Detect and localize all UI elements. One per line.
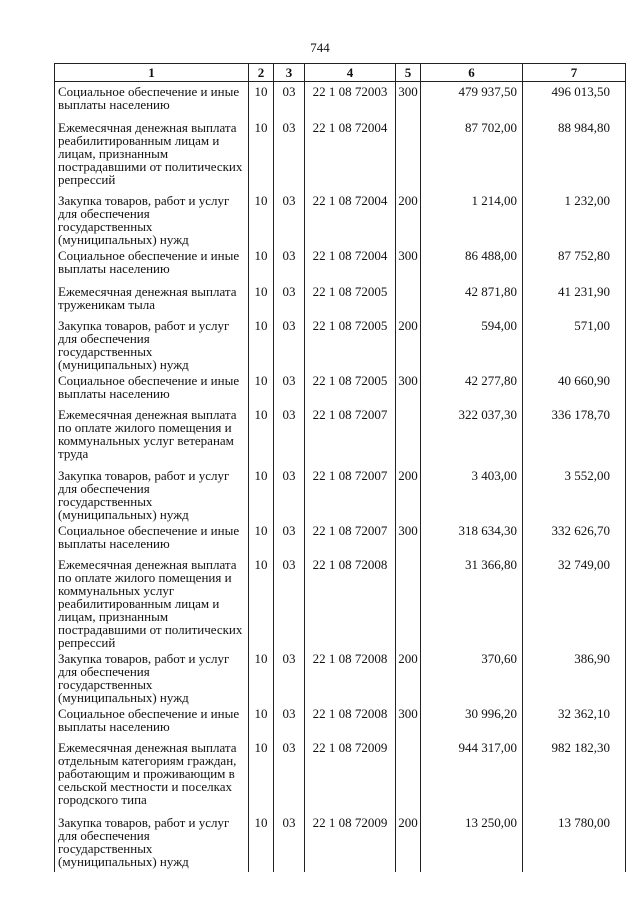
row-amount-col6: 87 702,00 — [421, 118, 523, 191]
row-amount-col7: 3 552,00 — [523, 466, 626, 521]
row-amount-col6: 370,60 — [421, 649, 523, 704]
row-subsection: 03 — [274, 521, 305, 555]
row-section: 10 — [249, 246, 274, 282]
row-amount-col6: 944 317,00 — [421, 738, 523, 813]
row-section: 10 — [249, 649, 274, 704]
row-target-article: 22 1 08 72008 — [305, 555, 396, 649]
row-subsection: 03 — [274, 371, 305, 405]
column-header-1: 1 — [55, 64, 249, 82]
row-amount-col6: 594,00 — [421, 316, 523, 371]
row-expense-type: 200 — [396, 649, 421, 704]
row-amount-col6: 42 871,80 — [421, 282, 523, 316]
row-subsection: 03 — [274, 282, 305, 316]
row-subsection: 03 — [274, 191, 305, 246]
page-number: 744 — [310, 40, 330, 55]
row-name: Ежемесячная денежная выплата по оплате жилого помещения и коммунальных услуг реабилитированным лицам и лицам, признанным пострадавшими от политических репрессий — [55, 555, 249, 649]
row-subsection: 03 — [274, 704, 305, 738]
column-header-6: 6 — [421, 64, 523, 82]
row-expense-type — [396, 738, 421, 813]
row-name: Ежемесячная денежная выплата труженикам тыла — [55, 282, 249, 316]
row-name: Закупка товаров, работ и услуг для обеспечения государственных (муниципальных) нужд — [55, 466, 249, 521]
row-subsection: 03 — [274, 118, 305, 191]
column-header-2: 2 — [249, 64, 274, 82]
table-row — [55, 649, 626, 704]
row-expense-type: 300 — [396, 371, 421, 405]
row-subsection: 03 — [274, 316, 305, 371]
row-amount-col6: 1 214,00 — [421, 191, 523, 246]
table-row — [55, 738, 626, 813]
column-header-4: 4 — [305, 64, 396, 82]
row-name: Социальное обеспечение и иные выплаты населению — [55, 82, 249, 118]
row-expense-type: 300 — [396, 521, 421, 555]
row-amount-col7: 32 749,00 — [523, 555, 626, 649]
row-target-article: 22 1 08 72007 — [305, 405, 396, 466]
row-expense-type: 200 — [396, 191, 421, 246]
table-row — [55, 316, 626, 371]
row-section: 10 — [249, 813, 274, 872]
row-name: Социальное обеспечение и иные выплаты населению — [55, 521, 249, 555]
row-target-article: 22 1 08 72009 — [305, 738, 396, 813]
row-section: 10 — [249, 405, 274, 466]
row-section: 10 — [249, 118, 274, 191]
row-amount-col7: 386,90 — [523, 649, 626, 704]
row-subsection: 03 — [274, 405, 305, 466]
row-subsection: 03 — [274, 738, 305, 813]
row-amount-col7: 40 660,90 — [523, 371, 626, 405]
row-subsection: 03 — [274, 649, 305, 704]
row-expense-type — [396, 282, 421, 316]
row-name: Закупка товаров, работ и услуг для обеспечения государственных (муниципальных) нужд — [55, 191, 249, 246]
row-target-article: 22 1 08 72005 — [305, 316, 396, 371]
row-target-article: 22 1 08 72005 — [305, 371, 396, 405]
row-target-article: 22 1 08 72008 — [305, 649, 396, 704]
table-row — [55, 555, 626, 649]
row-expense-type: 300 — [396, 82, 421, 118]
row-amount-col7: 496 013,50 — [523, 82, 626, 118]
row-target-article: 22 1 08 72004 — [305, 191, 396, 246]
column-header-5: 5 — [396, 64, 421, 82]
row-section: 10 — [249, 316, 274, 371]
row-amount-col6: 13 250,00 — [421, 813, 523, 872]
row-subsection: 03 — [274, 555, 305, 649]
table-body — [55, 82, 626, 872]
row-amount-col6: 3 403,00 — [421, 466, 523, 521]
row-section: 10 — [249, 371, 274, 405]
row-amount-col7: 87 752,80 — [523, 246, 626, 282]
table-row — [55, 405, 626, 466]
row-target-article: 22 1 08 72007 — [305, 466, 396, 521]
row-expense-type: 200 — [396, 316, 421, 371]
row-expense-type: 300 — [396, 246, 421, 282]
row-target-article: 22 1 08 72003 — [305, 82, 396, 118]
table-row — [55, 704, 626, 738]
table-row — [55, 246, 626, 282]
row-name: Закупка товаров, работ и услуг для обеспечения государственных (муниципальных) нужд — [55, 649, 249, 704]
table-row — [55, 813, 626, 872]
row-amount-col7: 88 984,80 — [523, 118, 626, 191]
table-row — [55, 82, 626, 118]
row-name: Ежемесячная денежная выплата по оплате жилого помещения и коммунальных услуг ветеранам труда — [55, 405, 249, 466]
row-section: 10 — [249, 704, 274, 738]
row-amount-col7: 332 626,70 — [523, 521, 626, 555]
row-amount-col6: 31 366,80 — [421, 555, 523, 649]
row-section: 10 — [249, 82, 274, 118]
row-expense-type — [396, 405, 421, 466]
table-row — [55, 521, 626, 555]
row-subsection: 03 — [274, 246, 305, 282]
row-expense-type: 200 — [396, 466, 421, 521]
row-name: Ежемесячная денежная выплата реабилитированным лицам и лицам, признанным пострадавшими от политических репрессий — [55, 118, 249, 191]
table-row — [55, 191, 626, 246]
row-section: 10 — [249, 282, 274, 316]
row-amount-col7: 571,00 — [523, 316, 626, 371]
row-amount-col7: 982 182,30 — [523, 738, 626, 813]
row-amount-col6: 479 937,50 — [421, 82, 523, 118]
column-header-3: 3 — [274, 64, 305, 82]
row-section: 10 — [249, 191, 274, 246]
row-expense-type: 200 — [396, 813, 421, 872]
row-amount-col6: 322 037,30 — [421, 405, 523, 466]
row-target-article: 22 1 08 72005 — [305, 282, 396, 316]
row-name: Социальное обеспечение и иные выплаты населению — [55, 371, 249, 405]
row-target-article: 22 1 08 72008 — [305, 704, 396, 738]
row-amount-col7: 336 178,70 — [523, 405, 626, 466]
row-section: 10 — [249, 738, 274, 813]
table-header-row — [55, 64, 626, 82]
row-amount-col7: 32 362,10 — [523, 704, 626, 738]
row-name: Социальное обеспечение и иные выплаты населению — [55, 246, 249, 282]
row-amount-col7: 13 780,00 — [523, 813, 626, 872]
row-subsection: 03 — [274, 82, 305, 118]
row-subsection: 03 — [274, 466, 305, 521]
table-row — [55, 118, 626, 191]
row-amount-col6: 42 277,80 — [421, 371, 523, 405]
row-target-article: 22 1 08 72004 — [305, 246, 396, 282]
row-expense-type — [396, 555, 421, 649]
budget-table — [54, 63, 626, 872]
row-expense-type — [396, 118, 421, 191]
row-target-article: 22 1 08 72007 — [305, 521, 396, 555]
row-amount-col6: 30 996,20 — [421, 704, 523, 738]
row-name: Закупка товаров, работ и услуг для обеспечения государственных (муниципальных) нужд — [55, 813, 249, 872]
row-target-article: 22 1 08 72004 — [305, 118, 396, 191]
row-section: 10 — [249, 521, 274, 555]
row-section: 10 — [249, 466, 274, 521]
row-amount-col7: 1 232,00 — [523, 191, 626, 246]
row-expense-type: 300 — [396, 704, 421, 738]
row-amount-col7: 41 231,90 — [523, 282, 626, 316]
row-name: Социальное обеспечение и иные выплаты населению — [55, 704, 249, 738]
row-amount-col6: 86 488,00 — [421, 246, 523, 282]
row-name: Закупка товаров, работ и услуг для обеспечения государственных (муниципальных) нужд — [55, 316, 249, 371]
row-target-article: 22 1 08 72009 — [305, 813, 396, 872]
table-row — [55, 282, 626, 316]
table-row — [55, 371, 626, 405]
row-section: 10 — [249, 555, 274, 649]
row-subsection: 03 — [274, 813, 305, 872]
column-header-7: 7 — [523, 64, 626, 82]
table-row — [55, 466, 626, 521]
row-name: Ежемесячная денежная выплата отдельным категориям граждан, работающим и проживающим в сельской местности и поселках городского типа — [55, 738, 249, 813]
row-amount-col6: 318 634,30 — [421, 521, 523, 555]
